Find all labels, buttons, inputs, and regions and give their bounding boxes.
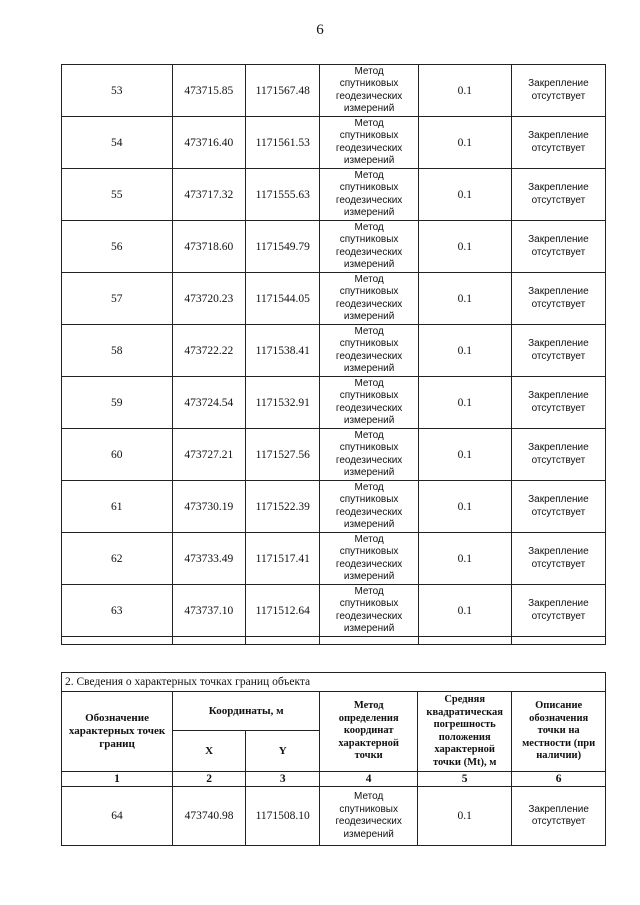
- header-description-line: наличии): [536, 750, 582, 762]
- table-row: [62, 117, 606, 169]
- header-error: [418, 692, 512, 772]
- point-number-cell: 56: [62, 221, 173, 273]
- description-line: Закрепление: [528, 546, 589, 557]
- boundary-points-table-continued: [61, 64, 606, 645]
- description-line: отсутствует: [531, 90, 586, 102]
- method-line: спутниковых: [339, 234, 399, 245]
- error-cell: 0.1: [418, 481, 511, 533]
- section-title: 2. Сведения о характерных точках границ объекта: [62, 673, 606, 692]
- description-cell: [512, 787, 606, 846]
- method-line: спутниковых: [339, 130, 399, 141]
- table-row: [62, 273, 606, 325]
- error-cell: 0.1: [418, 787, 512, 846]
- method-line: геодезических: [335, 816, 402, 827]
- method-line: спутниковых: [339, 442, 399, 453]
- y-coordinate-cell: 1171561.53: [245, 117, 320, 169]
- method-line: измерений: [343, 519, 395, 530]
- column-number: 3: [246, 772, 320, 787]
- header-method-line: Метод: [353, 700, 384, 712]
- header-error-line: характерной: [434, 744, 495, 755]
- description-line: отсутствует: [531, 506, 586, 518]
- y-coordinate-cell: 1171522.39: [245, 481, 320, 533]
- method-cell: [320, 169, 418, 221]
- description-line: Закрепление: [528, 803, 589, 815]
- x-coordinate-cell: 473718.60: [172, 221, 245, 273]
- description-cell: [511, 169, 605, 221]
- method-line: измерений: [343, 155, 395, 166]
- column-number: 1: [62, 772, 173, 787]
- method-line: измерений: [343, 623, 395, 634]
- x-coordinate-cell: 473740.98: [173, 787, 246, 846]
- description-cell: [511, 273, 605, 325]
- method-line: измерений: [343, 103, 395, 114]
- error-cell: 0.1: [418, 377, 511, 429]
- x-coordinate-cell: 473724.54: [172, 377, 245, 429]
- method-line: геодезических: [335, 298, 403, 310]
- empty-cell: [172, 637, 245, 645]
- method-line: Метод: [354, 429, 384, 441]
- method-line: Метод: [354, 481, 384, 493]
- description-line: Закрепление: [528, 234, 589, 245]
- method-cell: [320, 481, 418, 533]
- x-coordinate-cell: 473722.22: [172, 325, 245, 377]
- method-line: измерений: [343, 311, 395, 322]
- method-line: геодезических: [335, 350, 403, 362]
- point-number-cell: 55: [62, 169, 173, 221]
- header-method-line: координат: [343, 725, 394, 737]
- header-point-line: характерных точек: [68, 725, 166, 737]
- point-number-cell: 63: [62, 585, 173, 637]
- table-row: [62, 585, 606, 637]
- point-number-cell: 60: [62, 429, 173, 481]
- description-line: отсутствует: [531, 350, 586, 362]
- method-line: спутниковых: [339, 338, 399, 349]
- point-number-cell: 59: [62, 377, 173, 429]
- header-error-line: погрешность: [433, 719, 496, 730]
- description-cell: [511, 481, 605, 533]
- method-line: спутниковых: [339, 494, 399, 505]
- method-line: Метод: [354, 325, 384, 337]
- error-cell: 0.1: [418, 117, 511, 169]
- point-number-cell: 58: [62, 325, 173, 377]
- table-row: [62, 169, 606, 221]
- method-line: Метод: [354, 377, 384, 389]
- description-line: отсутствует: [531, 454, 586, 466]
- x-coordinate-cell: 473717.32: [172, 169, 245, 221]
- column-number: 6: [512, 772, 606, 787]
- header-x: X: [173, 731, 246, 772]
- boundary-points-table: [61, 672, 606, 846]
- table-row: [62, 65, 606, 117]
- header-point-line: Обозначение: [85, 712, 149, 724]
- point-number-cell: 53: [62, 65, 173, 117]
- description-line: отсутствует: [531, 298, 586, 310]
- y-coordinate-cell: 1171567.48: [245, 65, 320, 117]
- point-number-cell: 54: [62, 117, 173, 169]
- empty-cell: [245, 637, 320, 645]
- y-coordinate-cell: 1171512.64: [245, 585, 320, 637]
- error-cell: 0.1: [418, 65, 511, 117]
- error-cell: 0.1: [418, 169, 511, 221]
- y-coordinate-cell: 1171527.56: [245, 429, 320, 481]
- description-cell: [511, 65, 605, 117]
- description-line: Закрепление: [528, 338, 589, 349]
- empty-cell: [418, 637, 511, 645]
- method-line: спутниковых: [339, 390, 399, 401]
- method-line: спутниковых: [339, 598, 399, 609]
- header-method-line: характерной: [338, 737, 399, 749]
- description-line: отсутствует: [531, 558, 586, 570]
- description-line: Закрепление: [528, 390, 589, 401]
- x-coordinate-cell: 473727.21: [172, 429, 245, 481]
- header-error-line: квадратическая: [426, 706, 503, 718]
- table-row: [62, 533, 606, 585]
- y-coordinate-cell: 1171544.05: [245, 273, 320, 325]
- point-number-cell: 62: [62, 533, 173, 585]
- method-line: Метод: [354, 65, 384, 77]
- method-cell: [320, 787, 418, 846]
- description-line: отсутствует: [531, 402, 586, 414]
- description-line: отсутствует: [531, 246, 586, 258]
- method-line: геодезических: [335, 142, 403, 154]
- method-line: геодезических: [335, 610, 403, 622]
- method-line: измерений: [343, 828, 394, 840]
- header-description: [512, 692, 606, 772]
- column-number: 2: [173, 772, 246, 787]
- method-line: спутниковых: [339, 78, 399, 89]
- description-line: Закрепление: [528, 286, 589, 297]
- error-cell: 0.1: [418, 429, 511, 481]
- header-error-line: Средняя: [444, 694, 485, 705]
- header-error-line: точки (Mt), м: [432, 756, 497, 768]
- method-cell: [320, 221, 418, 273]
- description-cell: [511, 325, 605, 377]
- method-line: спутниковых: [339, 803, 398, 815]
- x-coordinate-cell: 473716.40: [172, 117, 245, 169]
- header-method: [320, 692, 418, 772]
- header-point-line: границ: [99, 738, 135, 750]
- method-cell: [320, 65, 418, 117]
- method-line: геодезических: [335, 246, 403, 258]
- header-y: Y: [246, 731, 320, 772]
- description-line: Закрепление: [528, 130, 589, 141]
- description-line: Закрепление: [528, 78, 589, 89]
- method-line: геодезических: [335, 402, 403, 414]
- empty-cell: [62, 637, 173, 645]
- header-description-line: местности (при: [522, 737, 596, 749]
- method-line: геодезических: [335, 558, 403, 570]
- table-tail-row: [62, 637, 606, 645]
- page-number: 6: [316, 22, 324, 38]
- x-coordinate-cell: 473720.23: [172, 273, 245, 325]
- method-cell: [320, 377, 418, 429]
- method-line: геодезических: [335, 194, 403, 206]
- error-cell: 0.1: [418, 325, 511, 377]
- column-numbers-row: [62, 772, 606, 787]
- header-method-line: определения: [338, 712, 399, 724]
- method-line: Метод: [354, 221, 384, 233]
- header-error-line: положения: [438, 731, 491, 743]
- x-coordinate-cell: 473733.49: [172, 533, 245, 585]
- method-line: измерений: [343, 207, 395, 218]
- table-row: [62, 429, 606, 481]
- description-line: отсутствует: [531, 610, 586, 622]
- method-line: измерений: [343, 571, 395, 582]
- method-cell: [320, 429, 418, 481]
- description-cell: [511, 585, 605, 637]
- method-line: измерений: [343, 467, 395, 478]
- method-line: измерений: [343, 363, 395, 374]
- description-line: Закрепление: [528, 442, 589, 453]
- method-cell: [320, 117, 418, 169]
- method-line: измерений: [343, 259, 395, 270]
- description-line: Закрепление: [528, 494, 589, 505]
- y-coordinate-cell: 1171508.10: [246, 787, 320, 846]
- method-line: Метод: [354, 117, 384, 129]
- method-line: спутниковых: [339, 182, 399, 193]
- table-row: [62, 221, 606, 273]
- method-line: спутниковых: [339, 546, 399, 557]
- y-coordinate-cell: 1171538.41: [245, 325, 320, 377]
- empty-cell: [320, 637, 418, 645]
- table-row: [62, 787, 606, 846]
- description-cell: [511, 117, 605, 169]
- method-line: геодезических: [335, 90, 403, 102]
- y-coordinate-cell: 1171532.91: [245, 377, 320, 429]
- header-description-line: точки на: [537, 725, 580, 737]
- description-line: отсутствует: [531, 816, 586, 827]
- column-number: 4: [320, 772, 418, 787]
- method-line: Метод: [354, 585, 384, 597]
- description-line: отсутствует: [531, 194, 586, 206]
- point-number-cell: 61: [62, 481, 173, 533]
- description-cell: [511, 377, 605, 429]
- x-coordinate-cell: 473737.10: [172, 585, 245, 637]
- method-line: геодезических: [335, 506, 403, 518]
- x-coordinate-cell: 473715.85: [172, 65, 245, 117]
- description-line: Закрепление: [528, 598, 589, 609]
- section2-body: [62, 787, 606, 846]
- error-cell: 0.1: [418, 273, 511, 325]
- y-coordinate-cell: 1171549.79: [245, 221, 320, 273]
- method-cell: [320, 533, 418, 585]
- column-number: 5: [418, 772, 512, 787]
- y-coordinate-cell: 1171517.41: [245, 533, 320, 585]
- method-line: спутниковых: [339, 286, 399, 297]
- boundary-points-table-body: [62, 65, 606, 645]
- header-coordinates: Координаты, м: [173, 692, 320, 731]
- method-cell: [320, 325, 418, 377]
- header-description-line: обозначения: [529, 712, 589, 724]
- method-line: измерений: [343, 415, 395, 426]
- error-cell: 0.1: [418, 585, 511, 637]
- y-coordinate-cell: 1171555.63: [245, 169, 320, 221]
- description-line: отсутствует: [531, 142, 586, 154]
- header-point: [62, 692, 173, 772]
- table-row: [62, 325, 606, 377]
- header-method-line: точки: [354, 750, 383, 762]
- x-coordinate-cell: 473730.19: [172, 481, 245, 533]
- method-line: Метод: [354, 533, 384, 545]
- method-line: Метод: [354, 273, 384, 285]
- description-cell: [511, 429, 605, 481]
- table-row: [62, 377, 606, 429]
- point-number-cell: 64: [62, 787, 173, 846]
- description-cell: [511, 533, 605, 585]
- error-cell: 0.1: [418, 533, 511, 585]
- method-line: Метод: [354, 791, 384, 802]
- method-cell: [320, 273, 418, 325]
- method-cell: [320, 585, 418, 637]
- method-line: геодезических: [335, 454, 403, 466]
- point-number-cell: 57: [62, 273, 173, 325]
- method-line: Метод: [354, 169, 384, 181]
- description-line: Закрепление: [528, 182, 589, 193]
- header-description-line: Описание: [535, 700, 583, 712]
- error-cell: 0.1: [418, 221, 511, 273]
- table-row: [62, 481, 606, 533]
- empty-cell: [511, 637, 605, 645]
- description-cell: [511, 221, 605, 273]
